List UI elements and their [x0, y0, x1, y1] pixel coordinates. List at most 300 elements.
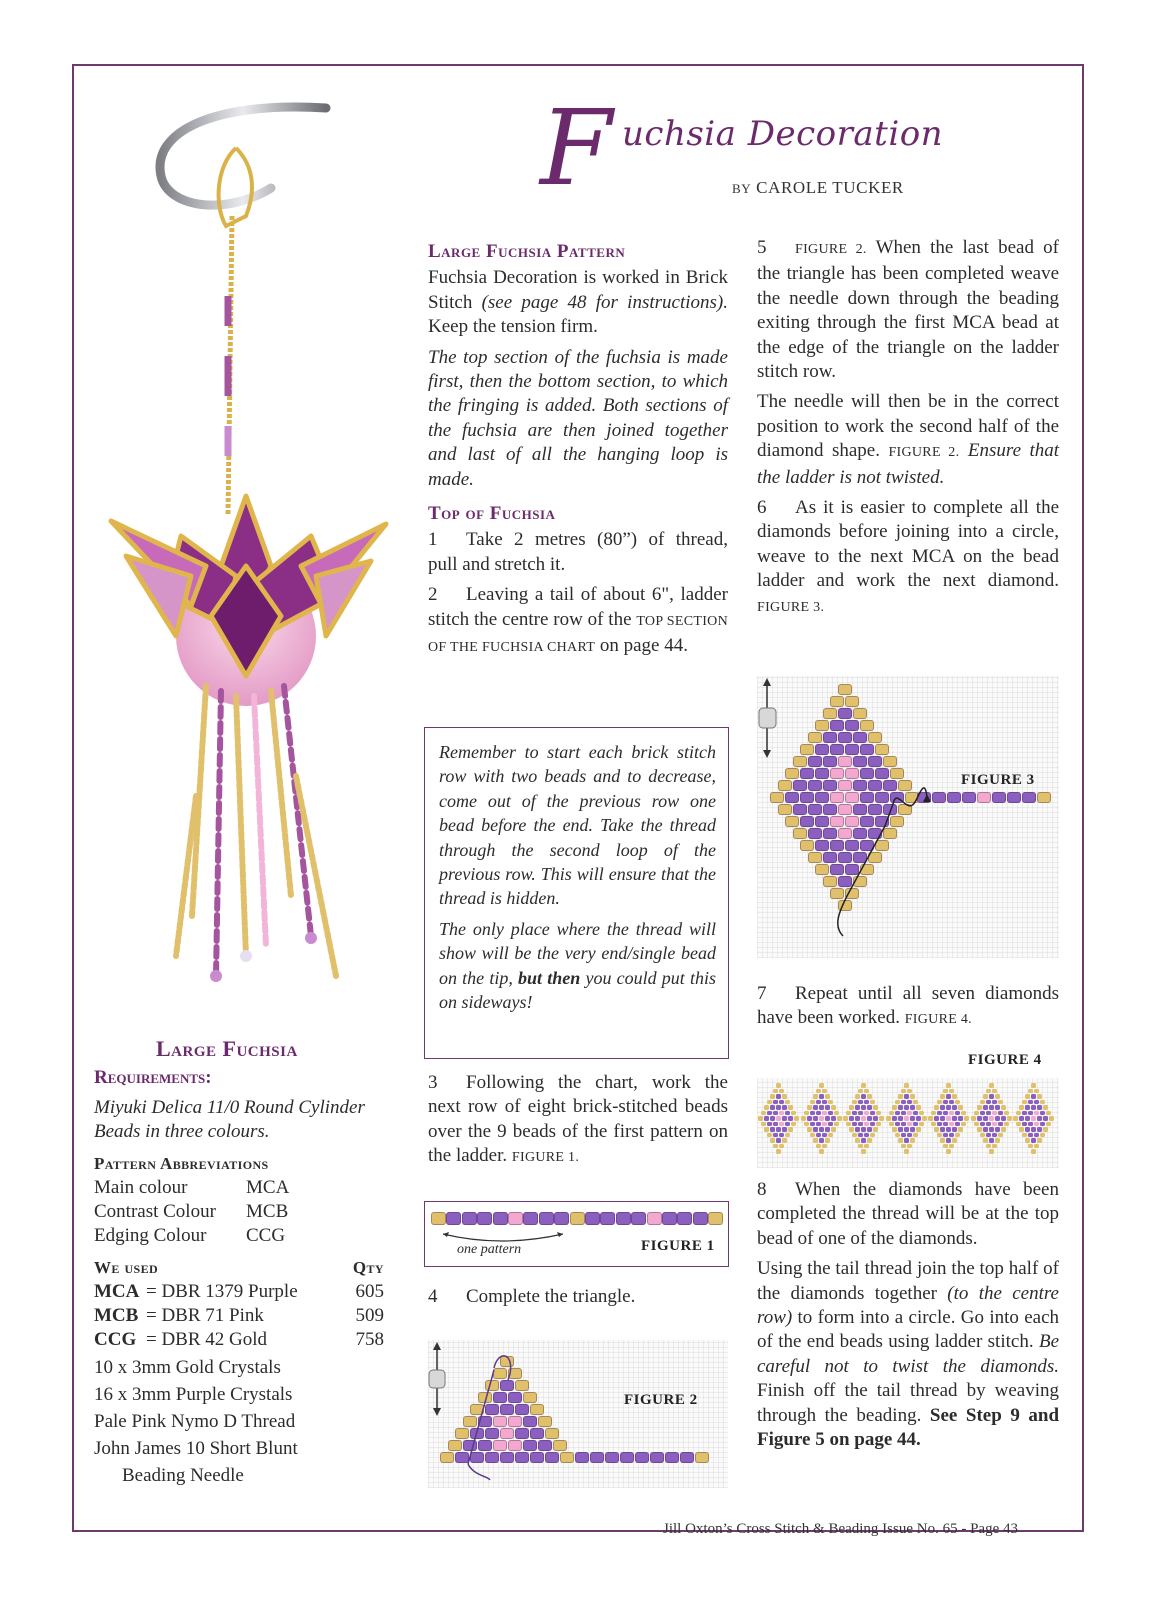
step-4 — [428, 1285, 728, 1309]
bead — [955, 1100, 960, 1105]
bead — [819, 1094, 824, 1099]
bead — [822, 1100, 827, 1105]
bead — [788, 1105, 793, 1110]
abbreviation-name: Main colour — [94, 1177, 188, 1198]
bead — [831, 1116, 836, 1121]
bead — [992, 1144, 997, 1149]
bead — [955, 1111, 960, 1116]
bead — [901, 1122, 906, 1127]
tip-emphasis: but then — [518, 967, 581, 988]
bead — [677, 1212, 692, 1225]
step-text: to form into a circle. Go into each of the end beads using ladder stitch. — [757, 1307, 1060, 1353]
bead — [1001, 1116, 1006, 1121]
figure-reference: FIGURE 1. — [511, 1150, 580, 1166]
intro-ref: (see page 48 for instructions). — [481, 291, 728, 313]
bead — [904, 1116, 909, 1121]
bead — [952, 1105, 957, 1110]
bead — [992, 1089, 997, 1094]
bead — [785, 1122, 790, 1127]
intro-paragraph — [428, 266, 728, 339]
bead — [989, 1083, 994, 1088]
bead — [816, 1089, 821, 1094]
byline-name: CAROLE TUCKER — [756, 178, 904, 197]
bead — [825, 1127, 830, 1132]
bead — [955, 1122, 960, 1127]
bead — [1028, 1133, 1033, 1138]
figure-reference: FIGURE 2. — [795, 242, 867, 257]
bead — [867, 1105, 872, 1110]
intro-text-end: Keep the tension firm. — [428, 316, 598, 338]
bead — [980, 1133, 985, 1138]
bead — [943, 1100, 948, 1105]
step-number: 3 — [428, 1072, 438, 1093]
bead — [1016, 1111, 1021, 1116]
figure-reference: FIGURE 2. — [888, 445, 960, 461]
bead — [864, 1133, 869, 1138]
bead — [913, 1111, 918, 1116]
bead — [1031, 1105, 1036, 1110]
step-number: 7 — [757, 983, 767, 1004]
bead — [876, 1122, 881, 1127]
step-number: 6 — [757, 497, 767, 519]
bead — [974, 1122, 979, 1127]
heading-large-fuchsia-pattern: Large Fuchsia Pattern — [428, 241, 626, 262]
bead — [958, 1127, 963, 1132]
bead — [828, 1122, 833, 1127]
bead — [937, 1100, 942, 1105]
bead — [1007, 1116, 1012, 1121]
bead — [898, 1094, 903, 1099]
bead — [992, 1133, 997, 1138]
bead — [801, 1116, 806, 1121]
bead — [767, 1122, 772, 1127]
bead — [949, 1144, 954, 1149]
bead — [861, 1083, 866, 1088]
bead — [864, 1100, 869, 1105]
step-text: Complete the triangle. — [466, 1286, 636, 1307]
bead — [989, 1138, 994, 1143]
bead — [870, 1111, 875, 1116]
bead — [913, 1133, 918, 1138]
bead — [889, 1111, 894, 1116]
bead-row — [94, 1280, 384, 1304]
bead — [813, 1094, 818, 1099]
bead — [861, 1105, 866, 1110]
bead — [992, 1100, 997, 1105]
bead — [952, 1094, 957, 1099]
bead — [770, 1127, 775, 1132]
bead — [1022, 1133, 1027, 1138]
section-title-large-fuchsia — [156, 1036, 298, 1062]
bead — [864, 1122, 869, 1127]
bead — [834, 1122, 839, 1127]
bead — [764, 1116, 769, 1121]
bead — [940, 1116, 945, 1121]
bead — [779, 1133, 784, 1138]
qty-heading: Qty — [352, 1258, 384, 1277]
bead — [822, 1144, 827, 1149]
bead — [1037, 1138, 1042, 1143]
step-5-continued — [757, 390, 1059, 490]
bead — [949, 1111, 954, 1116]
bead-code: MCA — [94, 1281, 140, 1302]
bead — [870, 1100, 875, 1105]
bead — [791, 1111, 796, 1116]
bead — [849, 1105, 854, 1110]
bead — [1049, 1116, 1054, 1121]
bead — [898, 1116, 903, 1121]
bead — [898, 1105, 903, 1110]
figure-2 — [428, 1340, 728, 1488]
bead — [989, 1149, 994, 1154]
bead — [773, 1111, 778, 1116]
bead — [907, 1133, 912, 1138]
bead — [989, 1094, 994, 1099]
bead — [767, 1133, 772, 1138]
requirements-heading: Requirements: — [94, 1067, 212, 1088]
bead — [761, 1111, 766, 1116]
bead — [934, 1127, 939, 1132]
bead — [810, 1111, 815, 1116]
bead — [910, 1138, 915, 1143]
bead — [855, 1094, 860, 1099]
bead — [858, 1111, 863, 1116]
extra-item: Pale Pink Nymo D Thread — [94, 1411, 296, 1432]
bead — [1028, 1100, 1033, 1105]
extra-item: 10 x 3mm Gold Crystals — [94, 1357, 281, 1378]
step-text: Repeat until all seven diamonds have been worked. — [757, 983, 1059, 1029]
step-text: As it is easier to complete all the diamonds before joining into a circle, weave to the next MCA on the bead ladder and work the next diamond. — [757, 497, 1059, 592]
bead — [898, 1127, 903, 1132]
bead — [971, 1116, 976, 1121]
bead — [873, 1116, 878, 1121]
bead — [779, 1111, 784, 1116]
bead — [861, 1149, 866, 1154]
bead — [785, 1133, 790, 1138]
step-8-continued — [757, 1257, 1059, 1452]
extra-item: Beading Needle — [122, 1465, 244, 1486]
bead — [791, 1122, 796, 1127]
bead — [1031, 1094, 1036, 1099]
bead — [1043, 1105, 1048, 1110]
bead — [940, 1094, 945, 1099]
step-number: 8 — [757, 1179, 767, 1200]
bead — [779, 1122, 784, 1127]
bead — [904, 1083, 909, 1088]
bead — [1025, 1138, 1030, 1143]
bead — [1004, 1122, 1009, 1127]
step-6 — [757, 496, 1059, 620]
bead — [834, 1111, 839, 1116]
bead — [983, 1105, 988, 1110]
bead — [995, 1116, 1000, 1121]
bead — [934, 1116, 939, 1121]
bead — [904, 1105, 909, 1110]
bead — [1031, 1116, 1036, 1121]
bead — [849, 1127, 854, 1132]
bead — [825, 1116, 830, 1121]
bead — [889, 1122, 894, 1127]
bead — [870, 1133, 875, 1138]
bead — [788, 1116, 793, 1121]
bead — [554, 1212, 569, 1225]
bead — [1022, 1122, 1027, 1127]
bead-row — [94, 1304, 384, 1328]
bead — [998, 1133, 1003, 1138]
bead — [788, 1127, 793, 1132]
bead — [977, 1127, 982, 1132]
bead — [876, 1111, 881, 1116]
bead — [776, 1105, 781, 1110]
bead-desc: = DBR 71 Pink — [146, 1305, 264, 1326]
bead — [904, 1127, 909, 1132]
bead — [946, 1105, 951, 1110]
bead — [831, 1127, 836, 1132]
bead — [907, 1122, 912, 1127]
bead — [937, 1133, 942, 1138]
bead — [873, 1127, 878, 1132]
bead — [895, 1133, 900, 1138]
right-column-top — [757, 236, 1059, 626]
bead — [895, 1111, 900, 1116]
bead — [989, 1127, 994, 1132]
bead — [873, 1105, 878, 1110]
bead — [961, 1111, 966, 1116]
bead — [776, 1138, 781, 1143]
bead — [986, 1133, 991, 1138]
bead — [1022, 1100, 1027, 1105]
step-note: Ensure that the ladder is not twisted. — [757, 440, 1060, 488]
bead — [910, 1094, 915, 1099]
abbreviation-code: CCG — [246, 1225, 286, 1246]
bead-code: CCG — [94, 1329, 137, 1350]
bead — [1034, 1144, 1039, 1149]
fuchsia-photo — [96, 96, 416, 1016]
bead — [858, 1133, 863, 1138]
bead — [983, 1127, 988, 1132]
bead — [631, 1212, 646, 1225]
bead — [943, 1122, 948, 1127]
bead — [964, 1116, 969, 1121]
bead — [819, 1116, 824, 1121]
step-1 — [428, 528, 728, 577]
figure-3 — [757, 676, 1059, 958]
abbreviation-code: MCB — [246, 1201, 289, 1222]
beads-used-table — [94, 1256, 384, 1352]
step-warning: Be careful not to twist the diamonds. — [757, 1331, 1060, 1377]
bead — [837, 1116, 842, 1121]
bead — [989, 1116, 994, 1121]
bead — [1034, 1122, 1039, 1127]
bead — [901, 1100, 906, 1105]
we-used-heading: We used — [94, 1258, 159, 1277]
bead — [992, 1122, 997, 1127]
bead — [828, 1100, 833, 1105]
bead — [901, 1111, 906, 1116]
bead — [855, 1127, 860, 1132]
step-text: Take 2 metres (80”) of thread, pull and stretch it. — [428, 529, 728, 575]
bead — [910, 1127, 915, 1132]
bead — [907, 1111, 912, 1116]
bead — [895, 1100, 900, 1105]
figure-reference: FIGURE 3. — [757, 599, 825, 615]
bead — [846, 1122, 851, 1127]
bead — [1040, 1111, 1045, 1116]
bead — [846, 1111, 851, 1116]
byline-prefix: BY — [732, 181, 752, 196]
bead — [782, 1127, 787, 1132]
bead — [1037, 1116, 1042, 1121]
bead — [995, 1138, 1000, 1143]
bead — [825, 1105, 830, 1110]
title-rest: uchsia Decoration — [622, 114, 944, 154]
bead — [855, 1105, 860, 1110]
bead — [794, 1116, 799, 1121]
bead — [825, 1094, 830, 1099]
bead — [958, 1105, 963, 1110]
tip-paragraph-1: Remember to start each brick stitch row with two beads and to decrease, come out of the previous row one bead before the end. Take the thread through the second loop of the previous row. This will ensure that the thread is hidden. — [439, 742, 716, 909]
bead — [770, 1138, 775, 1143]
bead — [810, 1100, 815, 1105]
bead — [861, 1127, 866, 1132]
page-footer: Jill Oxton’s Cross Stitch & Beading Issue No. 65 - Page 43 — [663, 1521, 1018, 1537]
bead — [773, 1100, 778, 1105]
tip-text: The only place where the thread will show will be the very end/single bead on the tip, — [439, 918, 716, 988]
bead — [919, 1111, 924, 1116]
bead — [861, 1116, 866, 1121]
figure-2-needle — [428, 1340, 728, 1488]
bead — [849, 1116, 854, 1121]
bead — [974, 1111, 979, 1116]
bead — [1040, 1100, 1045, 1105]
bead — [782, 1094, 787, 1099]
bead — [493, 1212, 508, 1225]
bead — [508, 1212, 523, 1225]
bead — [804, 1122, 809, 1127]
bead — [916, 1105, 921, 1110]
bead — [867, 1127, 872, 1132]
bead — [986, 1122, 991, 1127]
bead — [892, 1116, 897, 1121]
step-8 — [757, 1178, 1059, 1251]
bead — [934, 1105, 939, 1110]
bead — [983, 1094, 988, 1099]
bead-qty: 509 — [355, 1305, 384, 1326]
bead — [825, 1138, 830, 1143]
bead — [764, 1105, 769, 1110]
section-title-text: Large Fuchsia — [156, 1036, 298, 1061]
bead — [989, 1105, 994, 1110]
bead-desc: = DBR 1379 Purple — [146, 1281, 298, 1302]
bead — [907, 1144, 912, 1149]
step-cross-reference: See Step 9 and Figure 5 on page 44. — [757, 1404, 1060, 1451]
figure-3-needle — [757, 676, 1059, 958]
bead — [693, 1212, 708, 1225]
bead — [879, 1116, 884, 1121]
bead — [819, 1127, 824, 1132]
bead — [816, 1100, 821, 1105]
bead — [600, 1212, 615, 1225]
bead — [804, 1111, 809, 1116]
bead — [776, 1116, 781, 1121]
bead-desc: = DBR 42 Gold — [146, 1329, 268, 1350]
bead — [867, 1138, 872, 1143]
bead — [916, 1127, 921, 1132]
chart-reference: TOP SECTION OF THE FUCHSIA CHART — [428, 613, 728, 656]
bead — [773, 1089, 778, 1094]
bead — [943, 1111, 948, 1116]
bead — [1001, 1105, 1006, 1110]
bead — [977, 1116, 982, 1121]
bead — [940, 1105, 945, 1110]
bead — [946, 1138, 951, 1143]
overview-paragraph: The top section of the fuchsia is made first, then the bottom section, to which the fringing is added. Both sections of the fuchsia are then joined together and last of all the hanging loop is made. — [428, 346, 728, 490]
bead — [986, 1144, 991, 1149]
bead — [983, 1116, 988, 1121]
bead — [813, 1116, 818, 1121]
requirements-block — [94, 1066, 404, 1489]
bead — [1034, 1111, 1039, 1116]
step-number: 5 — [757, 237, 767, 258]
bead — [958, 1116, 963, 1121]
bead — [831, 1105, 836, 1110]
bead — [446, 1212, 461, 1225]
bead — [767, 1100, 772, 1105]
bead — [998, 1111, 1003, 1116]
step-number: 1 — [428, 529, 438, 551]
bead — [708, 1212, 723, 1225]
step-text: The needle will then be in the correct position to work the second half of the diamond shape. — [757, 391, 1059, 462]
bead — [1031, 1138, 1036, 1143]
abbreviation-row — [94, 1176, 289, 1200]
bead — [864, 1111, 869, 1116]
extras-list — [94, 1354, 404, 1489]
bead — [946, 1149, 951, 1154]
bead — [1028, 1111, 1033, 1116]
bead — [1034, 1089, 1039, 1094]
bead — [813, 1127, 818, 1132]
bead — [807, 1105, 812, 1110]
bead — [770, 1105, 775, 1110]
bead — [1004, 1111, 1009, 1116]
bead — [867, 1116, 872, 1121]
bead — [1034, 1133, 1039, 1138]
bead — [1046, 1111, 1051, 1116]
step-text: When the last bead of the triangle has been completed weave the needle down through the beading exiting through the first MCA bead at the edge of the triangle on the ladder stitch row. — [757, 237, 1059, 383]
bead — [931, 1111, 936, 1116]
bead — [1037, 1105, 1042, 1110]
bead — [776, 1127, 781, 1132]
bead — [822, 1133, 827, 1138]
abbreviation-row — [94, 1200, 289, 1224]
middle-column-step4 — [428, 1285, 728, 1315]
bead — [570, 1212, 585, 1225]
bead — [810, 1122, 815, 1127]
bead — [776, 1094, 781, 1099]
bead — [773, 1133, 778, 1138]
requirements-text: Miyuki Delica 11/0 Round Cylinder Beads in three colours. — [94, 1097, 365, 1142]
bead — [919, 1122, 924, 1127]
bead — [1043, 1127, 1048, 1132]
figure-4-label: FIGURE 4 — [968, 1052, 1042, 1068]
step-text: Using the tail thread join the top half of the diamonds together — [757, 1258, 1059, 1304]
abbreviations-table — [94, 1176, 289, 1248]
bead — [1046, 1122, 1051, 1127]
bead-row — [94, 1328, 384, 1352]
bead — [1031, 1127, 1036, 1132]
step-text: When the diamonds have been completed the thread will be at the top bead of one of the diamonds. — [757, 1179, 1059, 1249]
bead — [977, 1105, 982, 1110]
